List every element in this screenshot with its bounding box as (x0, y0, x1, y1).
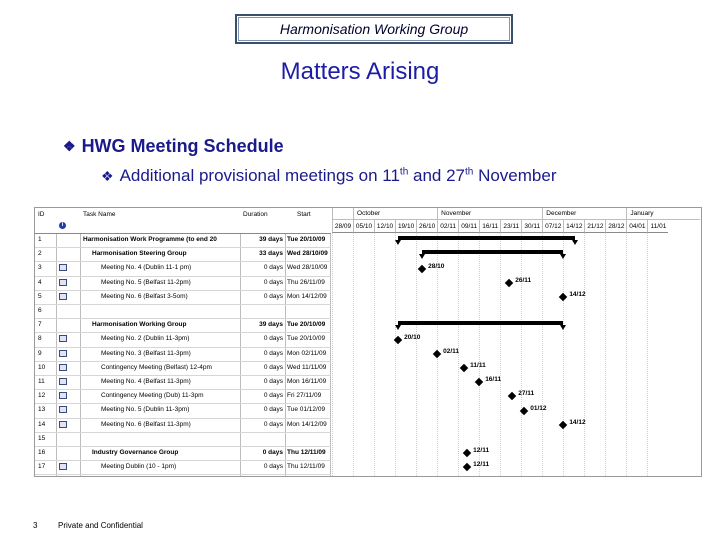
task-name (83, 432, 238, 446)
task-name: Meeting Dublin (10 - 1pm) (101, 463, 177, 471)
note-icon[interactable] (59, 375, 67, 389)
summary-bar[interactable] (398, 321, 563, 325)
task-duration: 0 days (263, 463, 283, 471)
milestone-diamond[interactable] (475, 378, 483, 386)
milestone-label: 28/10 (428, 262, 445, 270)
week-label: 26/10 (416, 220, 437, 233)
row-id: 10 (38, 363, 46, 371)
milestone-label: 12/11 (473, 461, 490, 469)
row-id: 11 (38, 378, 45, 385)
table-row[interactable] (35, 418, 331, 433)
week-gridline (332, 233, 333, 476)
table-row[interactable] (35, 347, 331, 362)
task-start: Mon 02/11/09 (287, 349, 327, 357)
task-name: Harmonisation Work Programme (to end 20 (83, 236, 217, 243)
gantt-timeline (332, 208, 701, 476)
task-start: Wed 28/10/09 (287, 264, 328, 272)
week-gridline (416, 233, 417, 476)
note-icon[interactable] (59, 418, 67, 432)
task-duration: 0 days (263, 278, 283, 286)
week-gridline (563, 233, 564, 476)
task-name: Harmonisation Steering Group (92, 250, 187, 258)
note-icon[interactable] (59, 347, 67, 361)
task-duration: 39 days (259, 321, 283, 329)
week-label: 16/11 (479, 220, 500, 233)
task-start: Fri 27/11/09 (287, 392, 322, 400)
table-row[interactable] (35, 276, 331, 291)
task-start: Thu 26/11/09 (287, 278, 325, 286)
bullet-1-text: HWG Meeting Schedule (81, 136, 284, 156)
task-start: Tue 20/10/09 (287, 335, 326, 343)
table-row[interactable] (35, 403, 331, 418)
header-task[interactable]: Task Name (83, 211, 116, 218)
row-id: 14 (38, 420, 46, 428)
table-row[interactable] (35, 290, 331, 305)
slide-title: Matters Arising (280, 58, 440, 85)
header-duration[interactable]: Duration (243, 211, 268, 218)
table-row[interactable] (35, 432, 331, 447)
task-duration (243, 304, 283, 318)
milestone-diamond[interactable] (460, 364, 468, 372)
note-icon[interactable] (59, 290, 67, 304)
table-row[interactable] (35, 332, 331, 347)
month-label: December (542, 208, 626, 220)
week-label: 02/11 (437, 220, 458, 233)
task-duration: 0 days (263, 363, 283, 371)
note-icon[interactable] (59, 361, 67, 375)
table-row[interactable] (35, 361, 331, 376)
row-id: 12 (38, 392, 46, 400)
table-row[interactable] (35, 247, 331, 262)
row-id: 15 (38, 434, 46, 442)
task-duration: 0 days (263, 420, 283, 428)
row-id: 9 (38, 349, 42, 357)
week-label: 19/10 (395, 220, 416, 233)
task-start: Mon 14/12/09 (287, 420, 327, 428)
note-icon[interactable] (59, 332, 67, 346)
month-label: October (353, 208, 437, 220)
table-row[interactable] (35, 304, 331, 319)
summary-bar[interactable] (398, 236, 575, 240)
week-label: 09/11 (458, 220, 479, 233)
milestone-diamond[interactable] (505, 278, 513, 286)
task-name: Meeting No. 5 (Dublin 11-3pm) (101, 406, 190, 414)
diamond-bullet-icon: ❖ (101, 167, 114, 184)
week-gridline (521, 233, 522, 476)
row-id: 13 (38, 406, 46, 414)
task-name (83, 304, 238, 318)
note-icon[interactable] (59, 403, 67, 417)
table-header (35, 208, 331, 234)
table-row[interactable] (35, 233, 331, 248)
footer-text: Private and Confidential (58, 521, 143, 530)
task-duration: 0 days (263, 378, 283, 385)
week-label: 23/11 (500, 220, 521, 233)
week-label: 14/12 (563, 220, 584, 233)
row-id: 2 (38, 250, 42, 258)
milestone-diamond[interactable] (433, 349, 441, 357)
task-name: Meeting No. 6 (Belfast 11-3pm) (101, 420, 191, 428)
week-gridline (542, 233, 543, 476)
gantt-chart (34, 207, 702, 477)
row-id: 17 (38, 463, 46, 471)
row-id: 8 (38, 335, 42, 343)
milestone-label: 14/12 (569, 290, 586, 298)
note-icon[interactable] (59, 460, 67, 474)
week-label: 11/01 (647, 220, 668, 233)
info-column-header[interactable] (59, 218, 79, 232)
diamond-bullet-icon: ❖ (63, 138, 76, 154)
task-duration (243, 432, 283, 446)
task-name: Meeting No. 6 (Belfast 3-5om) (101, 292, 188, 300)
table-row[interactable] (35, 389, 331, 404)
task-start: Tue 01/12/09 (287, 406, 326, 414)
info-icon: i (59, 222, 66, 229)
task-start: Thu 12/11/09 (287, 463, 325, 471)
week-label: 05/10 (353, 220, 374, 233)
row-id: 1 (38, 236, 42, 243)
task-duration: 0 days (263, 335, 283, 343)
header-box (235, 14, 513, 44)
week-label: 12/10 (374, 220, 395, 233)
task-duration: 0 days (263, 264, 283, 272)
week-gridline (647, 233, 648, 476)
header-id[interactable]: ID (38, 211, 45, 218)
task-name: Contingency Meeting (Belfast) 12-4pm (101, 363, 212, 371)
table-row[interactable] (35, 460, 331, 475)
task-duration: 0 days (263, 406, 283, 414)
table-row[interactable] (35, 261, 331, 276)
task-name: Harmonisation Working Group (92, 321, 187, 329)
header-start[interactable]: Start (297, 211, 311, 218)
note-icon[interactable] (59, 261, 67, 275)
page-number: 3 (33, 521, 38, 530)
milestone-diamond[interactable] (463, 463, 471, 471)
summary-bar[interactable] (422, 250, 563, 254)
milestone-label: 26/11 (515, 276, 532, 284)
note-icon[interactable] (59, 389, 67, 403)
task-name: Meeting No. 4 (Dublin 11-1 pm) (101, 264, 192, 272)
task-duration: 0 days (263, 349, 283, 357)
row-id: 6 (38, 307, 42, 314)
milestone-diamond[interactable] (508, 392, 516, 400)
task-name: Industry Governance Group (92, 449, 179, 456)
task-start: Thu 12/11/09 (287, 449, 326, 456)
milestone-label: 11/11 (470, 361, 486, 369)
milestone-label: 27/11 (518, 390, 535, 398)
week-gridline (626, 233, 627, 476)
milestone-diamond[interactable] (559, 293, 567, 301)
milestone-label: 14/12 (569, 418, 586, 426)
row-id: 5 (38, 292, 42, 300)
task-start: Wed 28/10/09 (287, 250, 328, 258)
month-label: January (626, 208, 700, 220)
week-label: 28/12 (605, 220, 626, 233)
task-start: Wed 11/11/09 (287, 363, 327, 371)
table-row[interactable] (35, 318, 331, 333)
week-gridline (479, 233, 480, 476)
milestone-label: 01/12 (530, 404, 547, 412)
week-gridline (500, 233, 501, 476)
month-label: November (437, 208, 542, 220)
week-gridline (374, 233, 375, 476)
week-gridline (353, 233, 354, 476)
week-gridline (584, 233, 585, 476)
milestone-diamond[interactable] (520, 406, 528, 414)
task-start: Tue 20/10/09 (287, 321, 326, 329)
row-id: 3 (38, 264, 42, 272)
milestone-diamond[interactable] (418, 264, 426, 272)
milestone-label: 16/11 (485, 376, 502, 384)
task-name: Meeting No. 4 (Belfast 11-3pm) (101, 378, 191, 385)
week-label: 07/12 (542, 220, 563, 233)
gantt-table (35, 208, 331, 476)
row-id: 4 (38, 278, 42, 286)
week-label: 04/01 (626, 220, 647, 233)
week-label: 30/11 (521, 220, 542, 233)
bullet-1 (63, 136, 284, 157)
milestone-label: 02/11 (443, 347, 460, 355)
week-label: 28/09 (332, 220, 353, 233)
task-start: Tue 20/10/09 (287, 236, 326, 243)
task-name: Meeting No. 2 (Dublin 11-3pm) (101, 335, 190, 343)
bullet-2 (101, 166, 556, 186)
row-id: 7 (38, 321, 42, 329)
row-id: 16 (38, 449, 46, 456)
week-gridline (395, 233, 396, 476)
week-label: 21/12 (584, 220, 605, 233)
note-icon[interactable] (59, 276, 67, 290)
task-duration: 0 days (263, 392, 283, 400)
milestone-diamond[interactable] (463, 449, 471, 457)
task-name: Meeting No. 5 (Belfast 11-2pm) (101, 278, 191, 286)
task-name: Meeting No. 3 (Belfast 11-3pm) (101, 349, 191, 357)
task-duration: 0 days (262, 449, 283, 456)
table-row[interactable] (35, 375, 331, 390)
month-label (332, 208, 353, 220)
task-start: Mon 16/11/09 (287, 378, 327, 385)
task-duration: 33 days (259, 250, 283, 258)
task-duration: 39 days (259, 236, 283, 243)
week-gridline (605, 233, 606, 476)
milestone-label: 20/10 (404, 333, 421, 341)
task-name: Contingency Meeting (Dub) 11-3pm (101, 392, 204, 400)
milestone-diamond[interactable] (559, 420, 567, 428)
task-duration: 0 days (263, 292, 283, 300)
task-start: Mon 14/12/09 (287, 292, 327, 300)
table-row[interactable] (35, 446, 331, 461)
header-label: Harmonisation Working Group (279, 21, 469, 37)
milestone-label: 12/11 (473, 447, 490, 455)
bullet-2-text: Additional provisional meetings on 11th and 27th November (119, 166, 557, 185)
